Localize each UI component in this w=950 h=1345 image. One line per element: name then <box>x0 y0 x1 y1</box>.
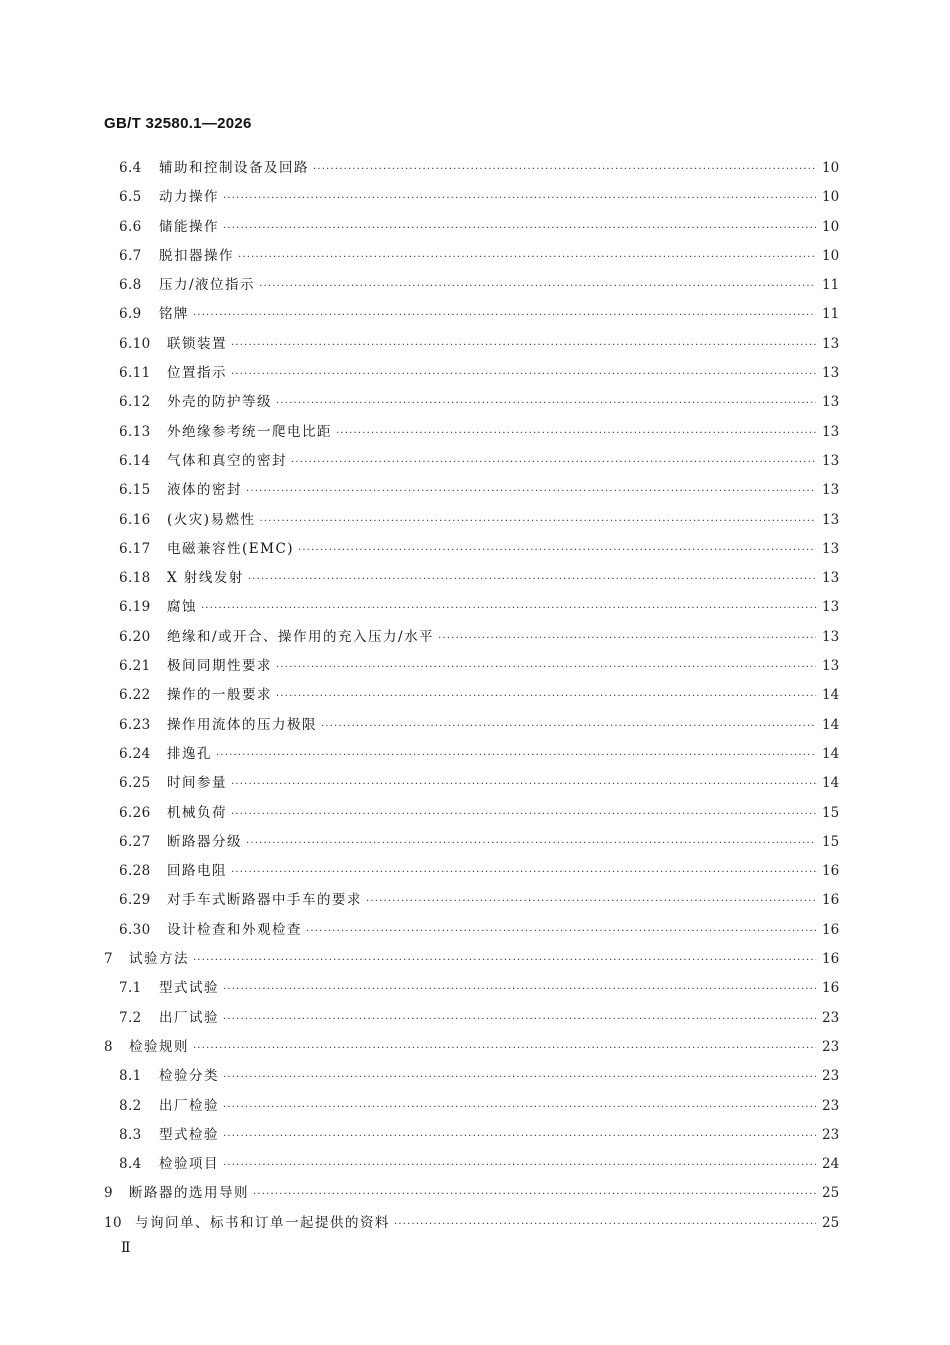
toc-dot-leader <box>246 477 816 506</box>
toc-entry-number: 6.18 <box>119 570 151 587</box>
toc-entry[interactable] <box>104 1121 838 1150</box>
toc-dot-leader <box>394 1210 816 1239</box>
toc-entry[interactable] <box>104 388 838 417</box>
toc-entry-title: 绝缘和/或开合、操作用的充入压力/水平 <box>167 628 435 645</box>
toc-entry[interactable] <box>104 506 838 535</box>
toc-entry-title: X 射线发射 <box>167 570 244 587</box>
toc-entry-page: 13 <box>822 658 840 675</box>
toc-entry[interactable] <box>104 359 838 388</box>
toc-entry-page: 14 <box>822 745 840 762</box>
toc-dot-leader <box>313 155 816 184</box>
toc-entry[interactable] <box>104 593 838 622</box>
toc-dot-leader <box>336 419 816 448</box>
toc-entry-page: 23 <box>822 1097 840 1114</box>
toc-entry-title: 回路电阻 <box>167 863 227 880</box>
toc-entry-page: 13 <box>822 394 840 411</box>
toc-entry-number: 7.1 <box>119 980 142 997</box>
toc-entry-page: 23 <box>822 1068 840 1085</box>
toc-entry-number: 6.15 <box>119 482 151 499</box>
toc-entry-page: 10 <box>822 189 840 206</box>
toc-entry-title: 动力操作 <box>159 189 219 206</box>
toc-entry-number: 10 <box>104 1214 122 1231</box>
toc-entry-page: 13 <box>822 599 840 616</box>
toc-dot-leader <box>276 389 816 418</box>
toc-entry-title: 检验项目 <box>159 1156 219 1173</box>
toc-entry-title: 液体的密封 <box>167 482 242 499</box>
toc-entry[interactable] <box>104 418 838 447</box>
toc-dot-leader <box>231 360 816 389</box>
toc-entry[interactable] <box>104 828 838 857</box>
toc-entry-page: 13 <box>822 335 840 352</box>
toc-dot-leader <box>276 682 816 711</box>
toc-dot-leader <box>248 565 816 594</box>
toc-dot-leader <box>298 536 816 565</box>
toc-entry-page: 10 <box>822 247 840 264</box>
toc-entry-page: 23 <box>822 1126 840 1143</box>
toc-entry[interactable] <box>104 916 838 945</box>
toc-entry-page: 23 <box>822 1009 840 1026</box>
toc-entry-number: 6.14 <box>119 452 151 469</box>
toc-entry-page: 13 <box>822 452 840 469</box>
toc-entry-page: 15 <box>822 804 840 821</box>
toc-entry[interactable] <box>104 1150 838 1179</box>
toc-entry-number: 7.2 <box>119 1009 142 1026</box>
toc-entry-number: 6.6 <box>119 218 142 235</box>
toc-dot-leader <box>223 1093 816 1122</box>
toc-dot-leader <box>231 770 816 799</box>
toc-entry-page: 15 <box>822 833 840 850</box>
toc-entry[interactable] <box>104 271 838 300</box>
toc-dot-leader <box>223 1063 816 1092</box>
toc-dot-leader <box>223 975 816 1004</box>
toc-entry[interactable] <box>104 1179 838 1208</box>
toc-entry-title: 型式试验 <box>159 980 219 997</box>
toc-entry-number: 6.22 <box>119 687 151 704</box>
toc-entry[interactable] <box>104 1033 838 1062</box>
toc-entry-number: 6.26 <box>119 804 151 821</box>
toc-entry-title: 铭牌 <box>159 306 189 323</box>
toc-entry-number: 6.9 <box>119 306 142 323</box>
toc-entry[interactable] <box>104 213 838 242</box>
standard-code: GB/T 32580.1—2026 <box>104 115 252 132</box>
toc-entry-title: 脱扣器操作 <box>159 247 234 264</box>
toc-entry-title: 检验规则 <box>129 1038 189 1055</box>
toc-entry-page: 13 <box>822 628 840 645</box>
toc-entry-number: 6.4 <box>119 160 142 176</box>
toc-entry[interactable] <box>104 183 838 212</box>
toc-entry-page: 13 <box>822 482 840 499</box>
toc-entry-number: 6.20 <box>119 628 151 645</box>
toc-dot-leader <box>306 917 816 946</box>
toc-entry-number: 6.10 <box>119 335 151 352</box>
toc-entry[interactable] <box>104 330 838 359</box>
toc-entry-number: 6.24 <box>119 745 151 762</box>
toc-entry-page: 24 <box>822 1156 840 1173</box>
toc-dot-leader <box>238 243 816 272</box>
toc-entry-title: 辅助和控制设备及回路 <box>159 160 309 176</box>
toc-entry-page: 13 <box>822 365 840 382</box>
toc-entry-number: 8 <box>104 1038 113 1055</box>
toc-entry-number: 6.23 <box>119 716 151 733</box>
toc-entry-title: 位置指示 <box>167 365 227 382</box>
toc-entry[interactable] <box>104 1062 838 1091</box>
toc-entry-title: 操作的一般要求 <box>167 687 272 704</box>
toc-entry[interactable] <box>104 1209 838 1238</box>
toc-entry-title: 外壳的防护等级 <box>167 394 272 411</box>
toc-entry-number: 6.5 <box>119 189 142 206</box>
toc-entry-title: 外绝缘参考统一爬电比距 <box>167 423 332 440</box>
toc-entry[interactable] <box>104 799 838 828</box>
toc-entry[interactable] <box>104 447 838 476</box>
toc-entry-page: 16 <box>822 863 840 880</box>
toc-entry-page: 10 <box>822 218 840 235</box>
toc-entry-title: 出厂检验 <box>159 1097 219 1114</box>
toc-dot-leader <box>231 800 816 829</box>
toc-entry[interactable] <box>104 564 838 593</box>
toc-entry-page: 13 <box>822 570 840 587</box>
toc-entry-page: 16 <box>822 951 840 968</box>
toc-entry-number: 6.11 <box>119 365 151 382</box>
toc-entry-number: 6.25 <box>119 775 151 792</box>
toc-entry[interactable] <box>104 945 838 974</box>
toc-entry[interactable] <box>104 154 838 183</box>
toc-dot-leader <box>201 594 816 623</box>
toc-entry[interactable] <box>104 1092 838 1121</box>
toc-entry-page: 14 <box>822 687 840 704</box>
toc-entry-page: 16 <box>822 980 840 997</box>
toc-entry-number: 6.19 <box>119 599 151 616</box>
toc-entry-page: 13 <box>822 540 840 557</box>
toc-entry[interactable] <box>104 974 838 1003</box>
toc-entry-title: (火灾)易燃性 <box>167 511 256 528</box>
toc-entry-title: 极间同期性要求 <box>167 658 272 675</box>
toc-entry-number: 6.21 <box>119 658 151 675</box>
toc-entry-page: 25 <box>822 1214 840 1231</box>
toc-dot-leader <box>216 741 816 770</box>
toc-entry[interactable] <box>104 681 838 710</box>
toc-dot-leader <box>276 653 816 682</box>
toc-entry-page: 11 <box>822 277 840 294</box>
toc-entry[interactable] <box>104 623 838 652</box>
toc-entry-number: 6.17 <box>119 540 151 557</box>
toc-entry-title: 电磁兼容性(EMC) <box>167 540 295 557</box>
toc-dot-leader <box>193 1034 816 1063</box>
toc-entry-title: 压力/液位指示 <box>159 277 256 294</box>
toc-entry[interactable] <box>104 300 838 329</box>
toc-entry-title: 联锁装置 <box>167 335 227 352</box>
toc-entry-number: 9 <box>104 1185 113 1202</box>
toc-entry[interactable] <box>104 740 838 769</box>
toc-entry-number: 6.27 <box>119 833 151 850</box>
toc-entry-page: 14 <box>822 716 840 733</box>
toc-dot-leader <box>193 301 816 330</box>
toc-entry-page: 25 <box>822 1185 840 1202</box>
toc-entry-title: 设计检查和外观检查 <box>167 921 302 938</box>
toc-entry-page: 23 <box>822 1038 840 1055</box>
toc-dot-leader <box>321 712 816 741</box>
table-of-contents <box>104 154 838 1238</box>
toc-entry-title: 时间参量 <box>167 775 227 792</box>
toc-entry[interactable] <box>104 535 838 564</box>
toc-entry-number: 8.1 <box>119 1068 142 1085</box>
toc-entry-title: 腐蚀 <box>167 599 197 616</box>
toc-entry-title: 断路器的选用导则 <box>129 1185 249 1202</box>
toc-entry-page: 16 <box>822 892 840 909</box>
toc-entry-title: 检验分类 <box>159 1068 219 1085</box>
toc-entry-page: 13 <box>822 423 840 440</box>
toc-entry-title: 操作用流体的压力极限 <box>167 716 317 733</box>
toc-dot-leader <box>223 1005 816 1034</box>
toc-dot-leader <box>223 1151 816 1180</box>
toc-entry-number: 6.8 <box>119 277 142 294</box>
toc-dot-leader <box>223 214 816 243</box>
toc-dot-leader <box>366 887 816 916</box>
toc-dot-leader <box>291 448 816 477</box>
toc-entry-number: 8.4 <box>119 1156 142 1173</box>
toc-entry-page: 13 <box>822 511 840 528</box>
toc-entry-number: 8.2 <box>119 1097 142 1114</box>
toc-dot-leader <box>223 184 816 213</box>
toc-entry-title: 型式检验 <box>159 1126 219 1143</box>
toc-entry-number: 6.28 <box>119 863 151 880</box>
toc-entry[interactable] <box>104 886 838 915</box>
toc-dot-leader <box>438 624 816 653</box>
toc-dot-leader <box>223 1122 816 1151</box>
toc-entry-number: 6.7 <box>119 247 142 264</box>
toc-entry-number: 7 <box>104 951 113 968</box>
toc-entry-page: 14 <box>822 775 840 792</box>
toc-entry-title: 试验方法 <box>129 951 189 968</box>
toc-dot-leader <box>260 507 816 536</box>
toc-dot-leader <box>193 946 816 975</box>
toc-entry[interactable] <box>104 652 838 681</box>
toc-entry-title: 断路器分级 <box>167 833 242 850</box>
toc-entry-page: 16 <box>822 921 840 938</box>
toc-entry-title: 排逸孔 <box>167 745 212 762</box>
toc-entry[interactable] <box>104 857 838 886</box>
toc-entry-number: 8.3 <box>119 1126 142 1143</box>
toc-entry-title: 储能操作 <box>159 218 219 235</box>
toc-entry-number: 6.16 <box>119 511 151 528</box>
toc-entry-title: 与询问单、标书和订单一起提供的资料 <box>135 1214 390 1231</box>
toc-entry[interactable] <box>104 242 838 271</box>
toc-entry[interactable] <box>104 711 838 740</box>
toc-entry-number: 6.29 <box>119 892 151 909</box>
toc-entry[interactable] <box>104 1004 838 1033</box>
toc-entry-title: 出厂试验 <box>159 1009 219 1026</box>
toc-entry[interactable] <box>104 476 838 505</box>
toc-dot-leader <box>259 272 816 301</box>
page-number: Ⅱ <box>121 1240 131 1256</box>
toc-entry-title: 机械负荷 <box>167 804 227 821</box>
toc-entry-title: 气体和真空的密封 <box>167 452 287 469</box>
toc-entry-page: 10 <box>822 160 840 176</box>
toc-dot-leader <box>253 1180 816 1209</box>
toc-entry-page: 11 <box>822 306 840 323</box>
toc-dot-leader <box>231 331 816 360</box>
toc-entry-number: 6.13 <box>119 423 151 440</box>
toc-entry-number: 6.30 <box>119 921 151 938</box>
toc-dot-leader <box>231 858 816 887</box>
toc-dot-leader <box>246 829 816 858</box>
toc-entry-title: 对手车式断路器中手车的要求 <box>167 892 362 909</box>
toc-entry-number: 6.12 <box>119 394 151 411</box>
toc-entry[interactable] <box>104 769 838 798</box>
